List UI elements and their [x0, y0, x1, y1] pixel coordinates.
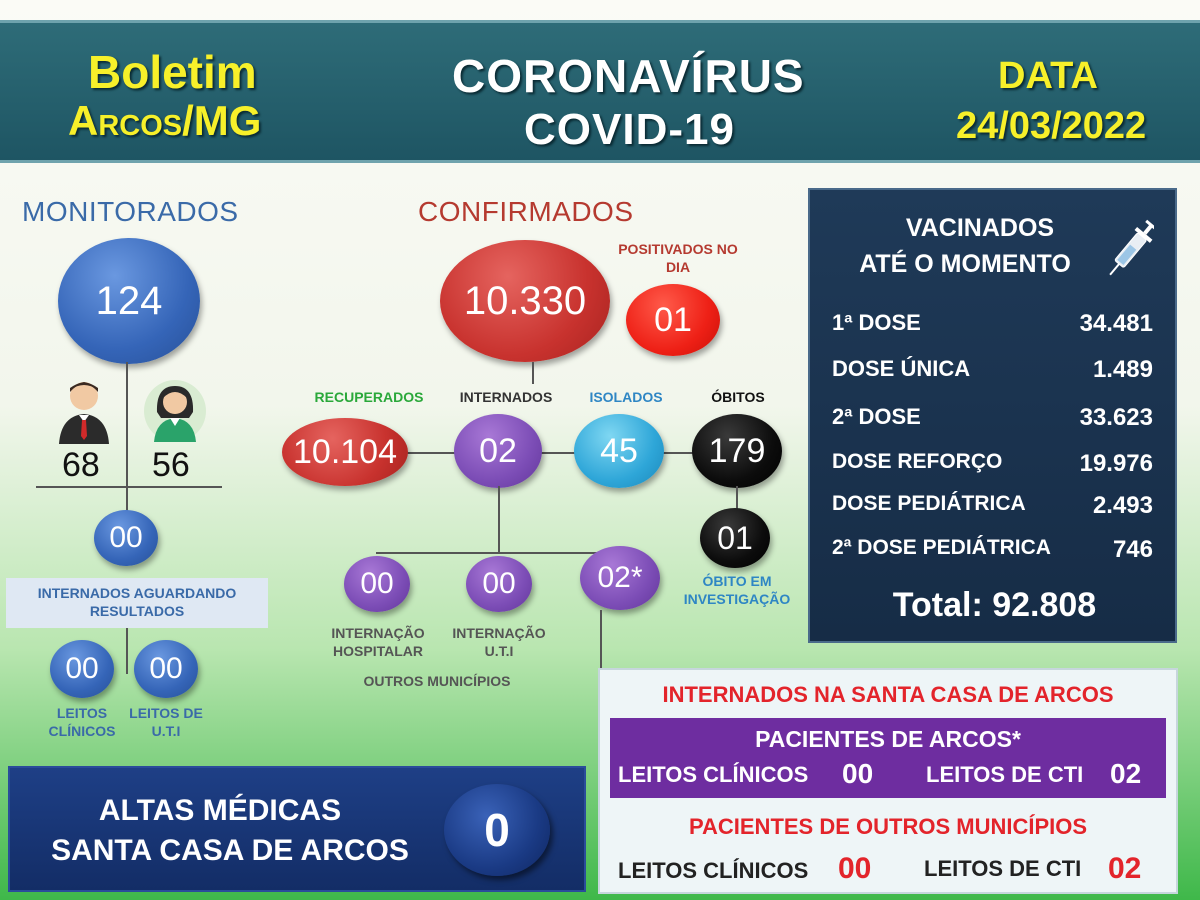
- vac-row-value: 19.976: [1079, 450, 1153, 477]
- leitos-clinicos-value: 00: [65, 652, 99, 685]
- internados-circle: [454, 414, 542, 488]
- outros-clinicos-value: 00: [838, 852, 872, 885]
- recuperados-circle: [282, 418, 408, 486]
- vac-row-name: 1ª DOSE: [832, 310, 921, 335]
- int-uti-value: 00: [482, 567, 516, 600]
- header-covid: COVID-19: [524, 105, 735, 154]
- positivados-circle: [626, 284, 720, 356]
- santa-casa-internados-value: 02*: [597, 561, 643, 594]
- header-data-label: DATA: [998, 55, 1098, 97]
- leitos-clinicos-circle: [50, 640, 114, 698]
- arcos-clinicos-label: LEITOS CLÍNICOS: [618, 762, 809, 787]
- leitos-connector: [126, 628, 128, 674]
- leitos-uti-circle: [134, 640, 198, 698]
- obito-investigacao-circle: [700, 508, 770, 568]
- header-banner: [0, 20, 1200, 163]
- vac-row-name: DOSE REFORÇO: [832, 450, 1003, 473]
- santa-casa-internados-circle: [580, 546, 660, 610]
- outros-municipios-label: OUTROS MUNICÍPIOS: [363, 673, 511, 689]
- vac-row: [832, 536, 1153, 568]
- monitorados-total-circle: [58, 238, 200, 364]
- syringe-icon: [1106, 216, 1154, 286]
- pacientes-arcos-title: PACIENTES DE ARCOS*: [755, 726, 1021, 752]
- altas-circle: [444, 784, 550, 876]
- confirmados-total-value: 10.330: [463, 278, 587, 323]
- vac-row-name: DOSE ÚNICA: [832, 356, 971, 381]
- woman-icon: [144, 378, 206, 444]
- vac-row-value: 2.493: [1092, 492, 1153, 519]
- monitorados-men-value: 68: [62, 446, 100, 484]
- recuperados-value: 10.104: [293, 432, 397, 471]
- header-boletim: Boletim: [88, 46, 257, 98]
- aguardando-value: 00: [109, 521, 143, 554]
- leitos-uti-label: LEITOS DE U.T.I: [129, 705, 203, 739]
- pacientes-outros-title: PACIENTES DE OUTROS MUNICÍPIOS: [688, 814, 1088, 839]
- int-hospitalar-label: INTERNAÇÃO HOSPITALAR: [331, 625, 425, 659]
- vac-row-name: 2ª DOSE PEDIÁTRICA: [832, 536, 1051, 559]
- header-city: Arcos/MG: [68, 97, 262, 144]
- vacinados-panel: [808, 188, 1177, 643]
- internados-value: 02: [479, 431, 517, 470]
- pacientes-arcos-box: [610, 718, 1166, 798]
- isolados-circle: [574, 414, 664, 488]
- leitos-uti-value: 00: [149, 652, 183, 685]
- arcos-clinicos-value: 00: [842, 758, 874, 789]
- outros-cti-label: LEITOS DE CTI: [924, 856, 1082, 881]
- obitos-connector: [736, 486, 738, 510]
- vac-row: [832, 492, 1153, 524]
- vacinados-total: Total: 92.808: [892, 586, 1097, 624]
- int-uti-label: INTERNAÇÃO U.T.I: [452, 625, 546, 659]
- man-icon: [55, 378, 113, 444]
- obitos-label: ÓBITOS: [711, 389, 765, 405]
- santa-casa-title: INTERNADOS NA SANTA CASA DE ARCOS: [662, 682, 1114, 707]
- int-hospitalar-value: 00: [360, 567, 394, 600]
- isolados-label: ISOLADOS: [589, 389, 663, 405]
- vacinados-title-line1: VACINADOS: [905, 214, 1055, 242]
- header-date: 24/03/2022: [956, 105, 1147, 147]
- recuperados-label: RECUPERADOS: [314, 389, 424, 405]
- aguardando-circle: [94, 510, 158, 566]
- internados-branch: [376, 552, 614, 554]
- internados-connector: [498, 486, 500, 554]
- obito-investigacao-label: ÓBITO EM INVESTIGAÇÃO: [683, 573, 791, 607]
- altas-panel: [8, 766, 586, 892]
- vac-row-value: 1.489: [1092, 356, 1153, 383]
- vac-row: [832, 310, 1153, 342]
- int-hospitalar-circle: [344, 556, 410, 612]
- confirmados-total-circle: [440, 240, 610, 362]
- monitorados-women-value: 56: [152, 446, 190, 484]
- santa-casa-panel: [598, 668, 1178, 894]
- monitorados-title: MONITORADOS: [22, 196, 239, 227]
- header-coronavirus: CORONAVÍRUS: [452, 50, 805, 102]
- int-uti-circle: [466, 556, 532, 612]
- positivados-label: POSITIVADOS NO DIA: [618, 241, 738, 275]
- altas-value: 0: [484, 804, 510, 856]
- outros-cti-value: 02: [1108, 852, 1142, 885]
- isolados-value: 45: [600, 431, 638, 470]
- vacinados-title-line2: ATÉ O MOMENTO: [859, 250, 1071, 278]
- vac-row-value: 34.481: [1079, 310, 1153, 337]
- leitos-clinicos-label: LEITOS CLÍNICOS: [48, 705, 116, 739]
- vac-row: [832, 450, 1153, 482]
- vac-row: [832, 356, 1153, 388]
- vac-row-name: 2ª DOSE: [832, 404, 921, 429]
- altas-line1: ALTAS MÉDICAS: [98, 794, 342, 827]
- aguardando-label: INTERNADOS AGUARDANDO RESULTADOS: [37, 585, 237, 619]
- vac-row-value: 33.623: [1079, 404, 1153, 431]
- vac-row: [832, 404, 1153, 436]
- outros-clinicos-label: LEITOS CLÍNICOS: [618, 858, 809, 883]
- monitorados-total-value: 124: [95, 278, 163, 323]
- internados-label: INTERNADOS: [459, 389, 553, 405]
- obitos-circle: [692, 414, 782, 488]
- obitos-value: 179: [708, 431, 766, 470]
- obito-investigacao-value: 01: [717, 519, 753, 556]
- vac-row-name: DOSE PEDIÁTRICA: [832, 492, 1026, 515]
- altas-line2: SANTA CASA DE ARCOS: [51, 834, 409, 867]
- arcos-cti-label: LEITOS DE CTI: [926, 762, 1084, 787]
- confirmados-title: CONFIRMADOS: [418, 196, 634, 227]
- monitorados-connector: [126, 362, 128, 512]
- confirmados-connector: [532, 362, 534, 384]
- aguardando-label-box: [6, 578, 268, 628]
- vac-row-value: 746: [1112, 536, 1153, 563]
- arcos-cti-value: 02: [1110, 758, 1142, 789]
- monitorados-divider: [36, 486, 222, 488]
- positivados-value: 01: [654, 300, 692, 339]
